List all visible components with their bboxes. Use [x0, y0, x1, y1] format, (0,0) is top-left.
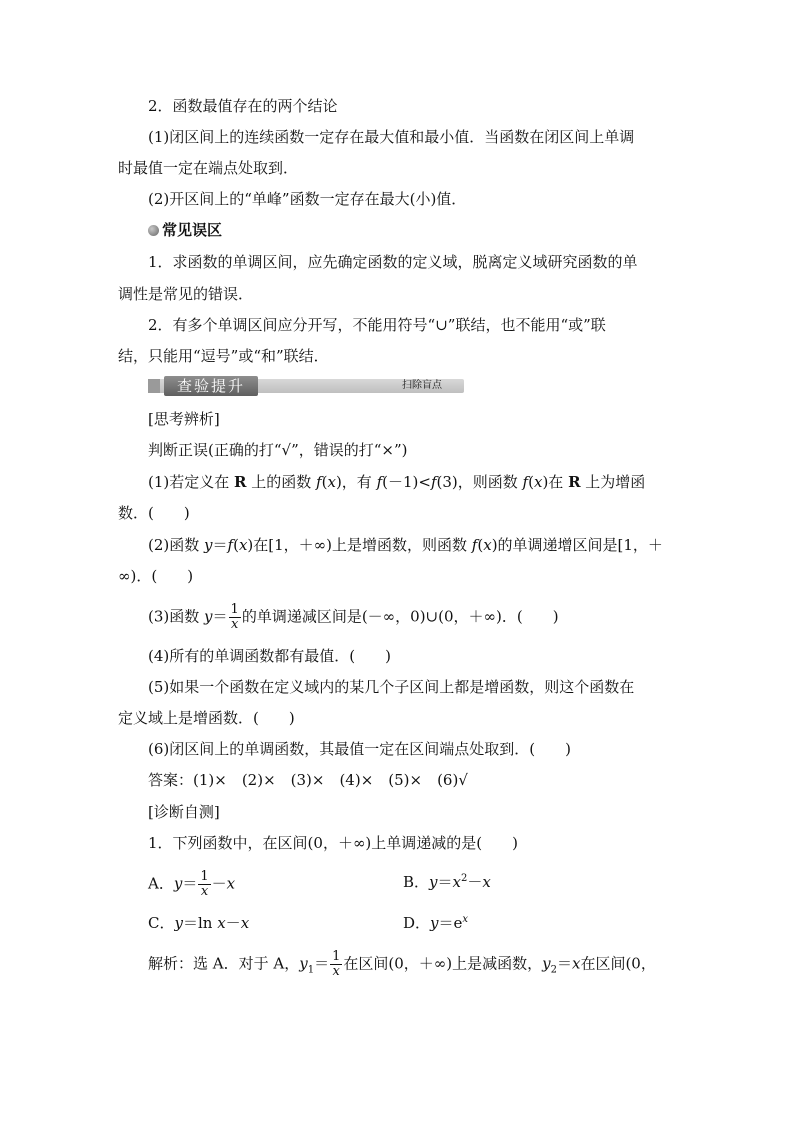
fraction: $\frac{1}{x}$	[332, 949, 341, 979]
answer-line: 答案：(1)× (2)× (3)× (4)× (5)× (6)√	[148, 771, 468, 789]
banner-right-label: 扫除盲点	[402, 380, 442, 391]
subheading-self-test: [诊断自测]	[148, 803, 220, 821]
question-5: (5)如果一个函数在定义域内的某几个子区间上都是增函数，则这个函数在	[148, 678, 635, 696]
paragraph-line: 时最值一定在端点处取到．	[118, 159, 299, 177]
option-b: B．$y=x^2-x$	[403, 873, 491, 891]
problem-1: 1．下列函数中，在区间(0，＋∞)上单调递减的是( )	[148, 834, 518, 852]
banner-left-block	[148, 379, 160, 393]
question-1: (1)若定义在 R 上的函数 f(x)，有 f(－1)<f(3)，则函数 f(x)在 R 上为增函	[148, 473, 646, 491]
solution-line: 解析：选 A．对于 A，$y_1=$ $\frac{1}{x}$ 在区间(0，＋∞)上是减函数，$y_2=x$在区间(0，	[148, 949, 656, 979]
banner-tab: 查验提升	[164, 376, 258, 396]
section-common-mistakes: 常见误区	[148, 220, 222, 240]
fraction: $\frac{1}{x}$	[200, 869, 209, 899]
instruction: 判断正误(正确的打“√”，错误的打“×”)	[148, 441, 408, 459]
option-c: C．y＝ln x－x	[148, 914, 250, 932]
paragraph-line: (2)开区间上的“单峰”函数一定存在最大(小)值．	[148, 190, 467, 208]
paragraph-line: 2．有多个单调区间应分开写，不能用符号“∪”联结，也不能用“或”联	[148, 316, 606, 334]
paragraph-line: 1．求函数的单调区间，应先确定函数的定义域，脱离定义域研究函数的单	[148, 253, 638, 271]
paragraph-line: 调性是常见的错误．	[118, 285, 254, 303]
option-d: D．$y=e^x$	[403, 914, 469, 932]
option-a: A．y＝ $\frac{1}{x}$ －x	[148, 869, 236, 899]
question-2-cont: ∞)．( )	[118, 567, 194, 585]
question-3: (3)函数 y＝ $\frac{1}{x}$ 的单调递减区间是(－∞，0)∪(0，＋∞)．( )	[148, 602, 559, 632]
subheading-think: [思考辨析]	[148, 410, 220, 428]
question-1-cont: 数．( )	[118, 504, 190, 522]
question-4: (4)所有的单调函数都有最值．( )	[148, 647, 391, 665]
fraction: $\frac{1}{x}$	[230, 602, 239, 632]
paragraph-line: (1)闭区间上的连续函数一定存在最大值和最小值．当函数在闭区间上单调	[148, 128, 635, 146]
heading-conclusions: 2．函数最值存在的两个结论	[148, 97, 338, 115]
section-banner	[148, 376, 464, 396]
bulb-icon	[148, 225, 159, 236]
question-6: (6)闭区间上的单调函数，其最值一定在区间端点处取到．( )	[148, 740, 571, 758]
question-5-cont: 定义域上是增函数．( )	[118, 709, 295, 727]
paragraph-line: 结，只能用“逗号”或“和”联结．	[118, 347, 329, 365]
question-2: (2)函数 y＝f(x)在[1，＋∞)上是增函数，则函数 f(x)的单调递增区间是[1，＋	[148, 536, 663, 554]
